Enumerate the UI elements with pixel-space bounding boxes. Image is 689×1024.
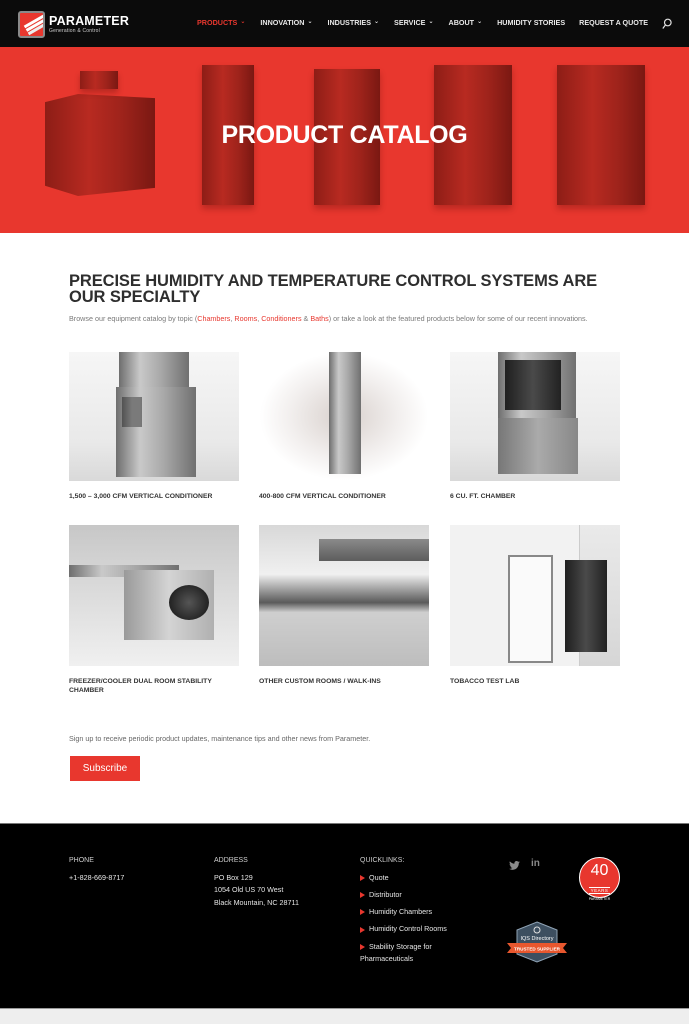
quicklink-quote[interactable]: [360, 872, 447, 885]
intro-text-start: Browse our equipment catalog by topic (: [69, 314, 198, 323]
svg-text:TRUSTED SUPPLIER: TRUSTED SUPPLIER: [514, 946, 560, 952]
arrow-right-icon: [360, 927, 365, 933]
product-card[interactable]: [69, 525, 239, 695]
quicklink-label-continued: Pharmaceuticals: [360, 954, 414, 964]
product-card[interactable]: [450, 525, 620, 687]
product-label[interactable]: FREEZER/COOLER DUAL ROOM STABILITY CHAMBER: [69, 678, 212, 694]
address-line: PO Box 129: [214, 872, 253, 882]
main-nav: [197, 18, 648, 27]
nav-humidity-stories[interactable]: [497, 18, 565, 27]
link-conditioners[interactable]: Conditioners: [261, 314, 302, 323]
logo-name: PARAMETER: [49, 14, 130, 29]
arrow-right-icon: [360, 944, 365, 950]
search-icon[interactable]: [662, 18, 672, 30]
40-years-badge: [579, 857, 620, 901]
nav-about-label: ABOUT: [448, 18, 475, 27]
product-image[interactable]: [69, 525, 239, 666]
footer-address: [214, 855, 299, 909]
product-label[interactable]: 6 CU. FT. CHAMBER: [450, 493, 516, 500]
nav-about[interactable]: [449, 18, 483, 27]
product-label[interactable]: 400-800 CFM VERTICAL CONDITIONER: [259, 493, 386, 500]
badge-years: YEARS: [590, 888, 609, 893]
arrow-right-icon: [360, 892, 365, 898]
chevron-down-icon: ⌄: [307, 19, 313, 25]
link-rooms[interactable]: Rooms: [234, 314, 258, 323]
product-card[interactable]: [450, 352, 620, 502]
arrow-right-icon: [360, 875, 365, 881]
quicklink-label: Stability Storage for: [369, 941, 432, 951]
quicklink-label: Humidity Chambers: [369, 907, 433, 917]
product-image[interactable]: [259, 352, 429, 481]
hero-banner: [0, 47, 689, 233]
product-image[interactable]: [450, 525, 620, 666]
hero-product-image: [80, 71, 118, 89]
separator: ,: [257, 314, 262, 323]
iqs-directory-badge[interactable]: [505, 920, 569, 964]
footer-phone: [69, 855, 124, 884]
quicklinks-heading: QUICKLINKS:: [360, 857, 405, 864]
address-line: 1054 Old US 70 West: [214, 885, 284, 894]
link-chambers[interactable]: Chambers: [197, 314, 231, 323]
badge-brand: PARAMETER: [588, 897, 611, 901]
nav-request-quote[interactable]: [579, 18, 648, 27]
product-image[interactable]: [69, 352, 239, 481]
quicklink-humidity-control-rooms[interactable]: [360, 923, 447, 936]
address-line: Black Mountain, NC 28711: [214, 897, 299, 907]
product-card[interactable]: [259, 352, 429, 502]
nav-products-label: PRODUCTS: [197, 18, 238, 27]
logo-tagline: Generation & Control: [49, 27, 100, 34]
product-card[interactable]: [259, 525, 429, 687]
product-image[interactable]: [259, 525, 429, 666]
phone-heading: PHONE: [69, 857, 94, 864]
product-label[interactable]: OTHER CUSTOM ROOMS / WALK-INS: [259, 678, 381, 685]
product-image[interactable]: [450, 352, 620, 481]
nav-industries[interactable]: [327, 18, 379, 27]
chevron-down-icon: ⌄: [240, 19, 246, 25]
signup-text: Sign up to receive periodic product updates, maintenance tips and other news from Parameter.: [69, 734, 371, 743]
quicklink-label: Humidity Control Rooms: [369, 924, 447, 934]
separator: ,: [230, 314, 235, 323]
iqs-title: IQS Directory: [520, 936, 554, 942]
nav-innovation[interactable]: [260, 18, 312, 27]
footer-quicklinks: [360, 855, 447, 966]
site-footer: [0, 823, 689, 1008]
quicklink-label: Distributor: [369, 889, 402, 899]
chevron-down-icon: ⌄: [477, 19, 483, 25]
page-title: PRODUCT CATALOG: [221, 121, 468, 149]
nav-industries-label: INDUSTRIES: [327, 18, 371, 27]
product-label[interactable]: 1,500 – 3,000 CFM VERTICAL CONDITIONER: [69, 493, 213, 500]
site-header: [0, 0, 689, 47]
twitter-icon[interactable]: [509, 861, 520, 870]
nav-service-label: SERVICE: [394, 18, 426, 27]
badge-number: 40: [590, 862, 609, 879]
nav-service[interactable]: [394, 18, 433, 27]
nav-request-quote-label: REQUEST A QUOTE: [579, 18, 649, 27]
quicklink-distributor[interactable]: [360, 889, 447, 902]
product-label[interactable]: TOBACCO TEST LAB: [450, 678, 520, 685]
address-heading: ADDRESS: [214, 857, 248, 864]
intro-heading: PRECISE HUMIDITY AND TEMPERATURE CONTROL SYSTEMS ARE OUR SPECIALTY: [69, 272, 598, 306]
arrow-right-icon: [360, 909, 365, 915]
phone-number[interactable]: +1-828-669-8717: [69, 872, 125, 882]
quicklink-label: Quote: [369, 872, 389, 882]
nav-humidity-stories-label: HUMIDITY STORIES: [497, 18, 566, 27]
intro-text-end: ) or take a look at the featured products below for some of our recent innovations.: [328, 314, 588, 323]
intro-text: [69, 313, 609, 326]
subscribe-button[interactable]: Subscribe: [70, 756, 140, 781]
chevron-down-icon: ⌄: [374, 19, 380, 25]
link-baths[interactable]: Baths: [310, 314, 329, 323]
chevron-down-icon: ⌄: [428, 19, 434, 25]
quicklink-humidity-chambers[interactable]: [360, 906, 447, 919]
nav-innovation-label: INNOVATION: [260, 18, 305, 27]
quicklink-stability-storage[interactable]: [360, 941, 447, 966]
logo-mark-icon: [18, 11, 45, 38]
page-bottom-strip: [0, 1008, 689, 1024]
linkedin-icon[interactable]: in: [531, 858, 540, 869]
nav-products[interactable]: [197, 18, 245, 27]
product-card[interactable]: [69, 352, 239, 502]
parameter-logo[interactable]: [18, 11, 129, 38]
separator: &: [301, 314, 311, 323]
